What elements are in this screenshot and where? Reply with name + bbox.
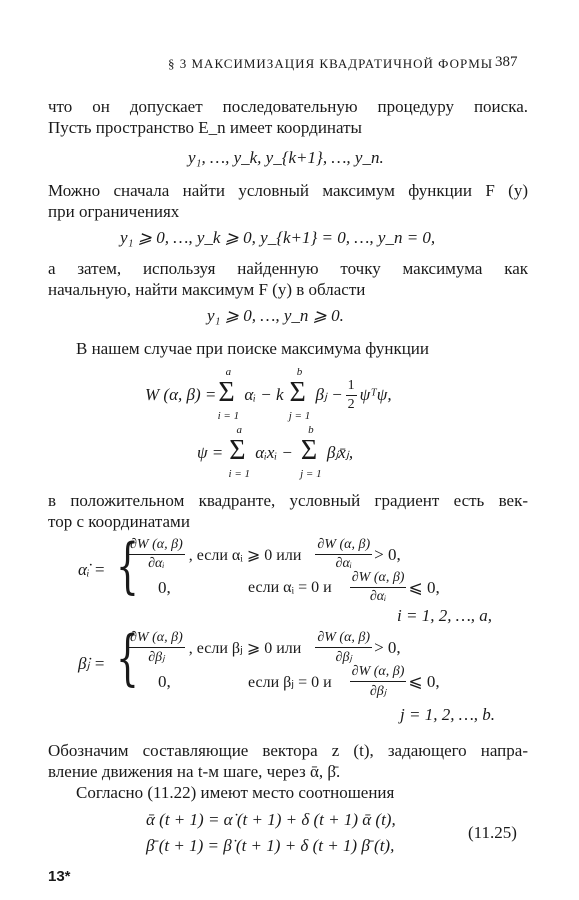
paragraph-line: Согласно (11.22) имеют место соотношения bbox=[76, 783, 395, 802]
beta-dot-lhs: β̇ⱼ = bbox=[78, 654, 106, 673]
paragraph-line: В нашем случае при поиске максимума функции bbox=[76, 339, 429, 358]
partial-fraction: $\frac{\partial W (\alpha, \beta)}{\text{∂βⱼ}}$ bbox=[351, 664, 405, 699]
partial-fraction: $\frac{\partial W (\alpha, \beta)}{\text{∂αᵢ}}$ bbox=[317, 537, 371, 571]
equation-region: y₁ ⩾ 0, …, y_n ⩾ 0. bbox=[207, 306, 344, 325]
paragraph-line: вление движения на t-м шаге, через ᾱ, β̄. bbox=[48, 762, 341, 781]
relation-beta: β̄ (t + 1) = β̇ (t + 1) + δ (t + 1) β̄ (t), bbox=[146, 836, 395, 855]
sum-symbol: a Σ i = 1 bbox=[217, 366, 240, 422]
alpha-case-1: $\frac{\partial W (\alpha, \beta)}{\text{∂αᵢ}}$ , если αᵢ ⩾ 0 или $\frac{\partial W (\alpha, \beta)}{\text{∂αᵢ}}$ > 0, bbox=[130, 537, 401, 571]
beta-case-1: $\frac{\partial W (\alpha, \beta)}{\text{∂βⱼ}}$ , если βⱼ ⩾ 0 или $\frac{\partial W (\alpha, \beta)}{\text{∂βⱼ}}$ > 0, bbox=[130, 630, 401, 665]
paragraph-line: начальную, найти максимум F (y) в области bbox=[48, 280, 366, 299]
w-term2: βⱼ − bbox=[315, 385, 343, 404]
w-term1: αᵢ − k bbox=[244, 385, 284, 404]
alpha-range: i = 1, 2, …, a, bbox=[397, 606, 493, 625]
equation-constraints: y₁ ⩾ 0, …, y_k ⩾ 0, y_{k+1} = 0, …, y_n = 0, bbox=[120, 228, 436, 247]
psi-term2: βⱼx̄ⱼ, bbox=[326, 443, 354, 462]
paragraph-line: Можно сначала найти условный максимум функции F (y) bbox=[48, 181, 528, 200]
sum-upper: a bbox=[225, 366, 232, 378]
sum-symbol: a Σ i = 1 bbox=[228, 424, 251, 480]
alpha-dot-lhs: α̇ᵢ = bbox=[78, 560, 106, 579]
paragraph-line: а затем, используя найденную точку максимума как bbox=[48, 259, 528, 278]
left-brace: { bbox=[116, 623, 139, 693]
page-number: 387 bbox=[495, 54, 518, 70]
paragraph-line: Обозначим составляющие вектора z (t), задающего напра- bbox=[48, 741, 528, 760]
sum-lower: i = 1 bbox=[217, 410, 240, 422]
formula-w bbox=[145, 366, 392, 424]
sum-upper: b bbox=[308, 424, 314, 436]
psi-term1: αᵢxᵢ − bbox=[255, 443, 293, 462]
paragraph-line: при ограничениях bbox=[48, 202, 180, 221]
left-brace: { bbox=[116, 531, 139, 601]
sum-lower: j = 1 bbox=[300, 468, 322, 480]
w-lhs: W (α, β) = bbox=[145, 385, 217, 404]
sum-lower: i = 1 bbox=[228, 468, 251, 480]
running-header: § 3 МАКСИМИЗАЦИЯ КВАДРАТИЧНОЙ ФОРМЫ bbox=[168, 56, 494, 71]
partial-fraction: $\frac{\partial W (\alpha, \beta)}{\text{∂βⱼ}}$ bbox=[130, 630, 183, 665]
relation-alpha: ᾱ (t + 1) = α̇ (t + 1) + δ (t + 1) ᾱ (t), bbox=[146, 810, 396, 829]
paragraph-line: что он допускает последовательную процедуру поиска. bbox=[48, 97, 528, 116]
sum-upper: b bbox=[296, 366, 303, 378]
sum-lower: j = 1 bbox=[288, 410, 311, 422]
equation-number: (11.25) bbox=[468, 823, 517, 842]
paragraph-line: в положительном квадранте, условный градиент есть век- bbox=[48, 491, 528, 510]
psi-lhs: ψ = bbox=[197, 443, 224, 462]
partial-fraction: $\frac{\partial W (\alpha, \beta)}{\text{∂αᵢ}}$ bbox=[130, 537, 183, 571]
half-fraction: $\frac{1}{2}$ bbox=[347, 377, 355, 412]
paragraph-line: тор с координатами bbox=[48, 512, 190, 531]
sum-symbol: b Σ j = 1 bbox=[300, 424, 322, 480]
partial-fraction: $\frac{\partial W (\alpha, \beta)}{\text{∂βⱼ}}$ bbox=[317, 630, 371, 665]
paragraph-line: Пусть пространство E_n имеет координаты bbox=[48, 118, 362, 137]
equation-coordinates: y₁, …, y_k, y_{k+1}, …, y_n. bbox=[188, 148, 384, 167]
sum-upper: a bbox=[236, 424, 243, 436]
w-tail: ψᵀψ, bbox=[359, 385, 392, 404]
beta-range: j = 1, 2, …, b. bbox=[400, 705, 496, 724]
partial-fraction: $\frac{\partial W (\alpha, \beta)}{\text{∂αᵢ}}$ bbox=[351, 570, 405, 604]
signature-mark: 13* bbox=[48, 868, 71, 885]
formula-psi bbox=[197, 424, 353, 482]
alpha-case-2: 0, если αᵢ = 0 и $\frac{\partial W (\alpha, \beta)}{\text{∂αᵢ}}$ ⩽ 0, bbox=[158, 570, 440, 604]
sum-symbol: b Σ j = 1 bbox=[288, 366, 311, 422]
beta-case-2: 0, если βⱼ = 0 и $\frac{\partial W (\alpha, \beta)}{\text{∂βⱼ}}$ ⩽ 0, bbox=[158, 664, 440, 699]
